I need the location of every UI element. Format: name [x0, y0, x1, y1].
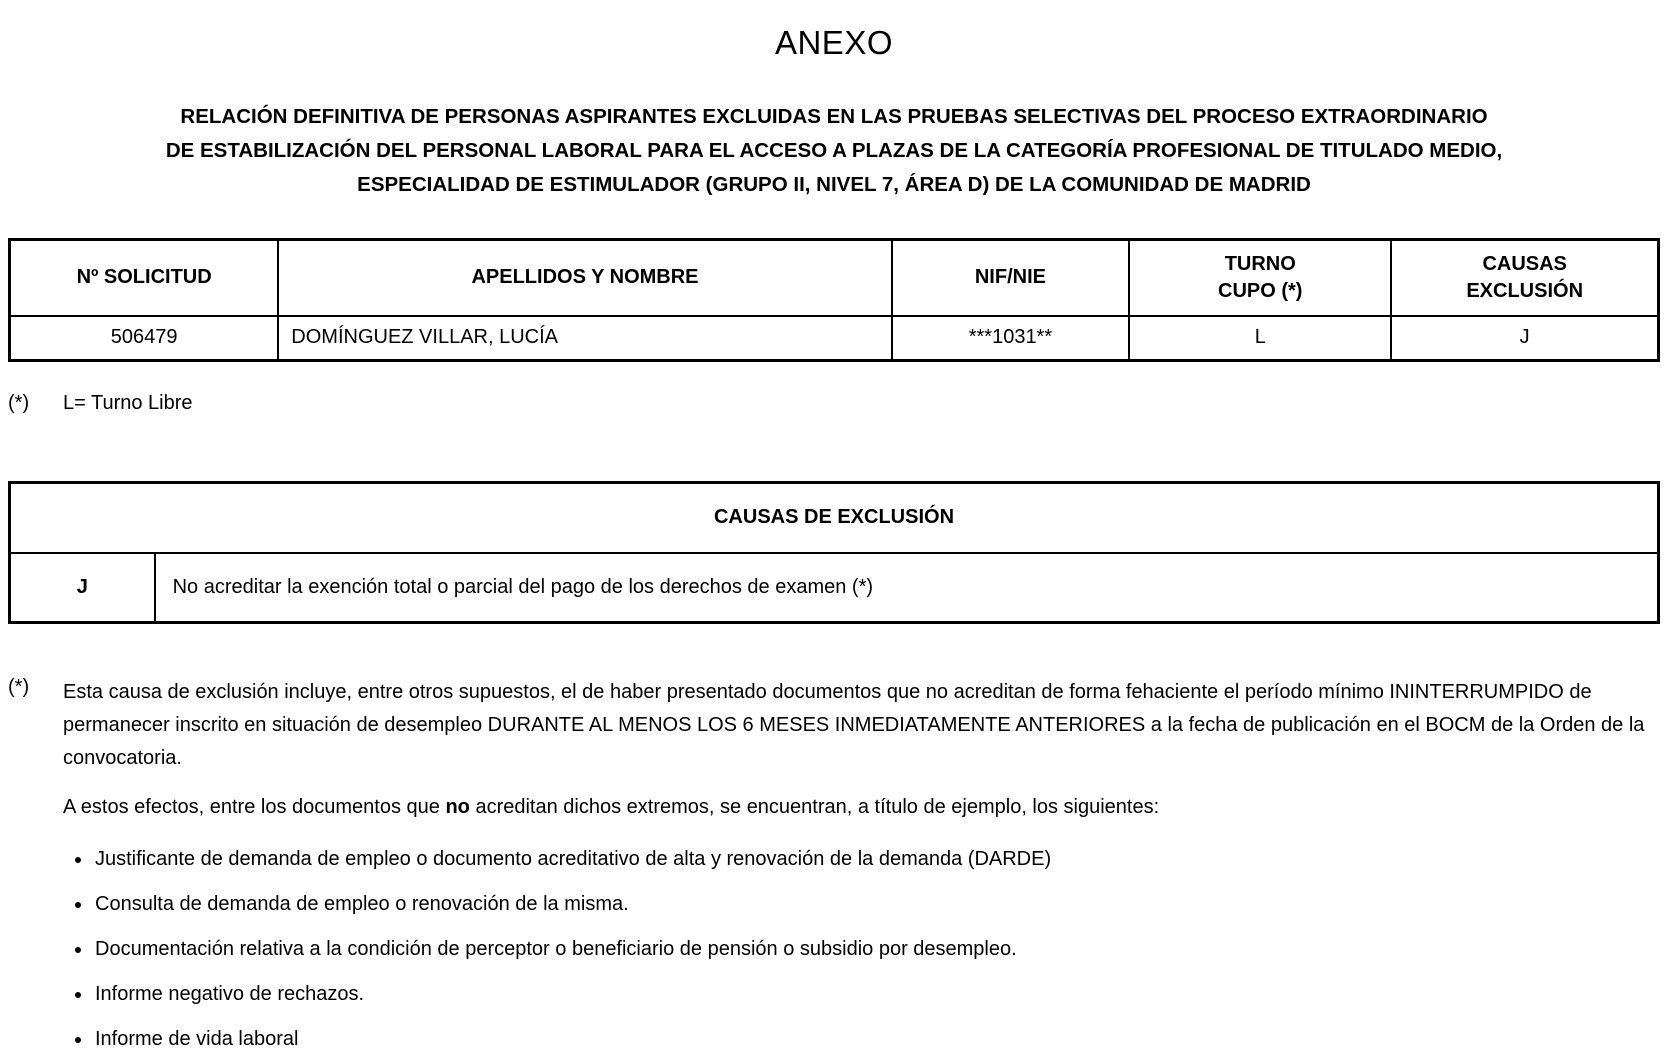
turno-note-marker: (*) — [8, 392, 30, 414]
page-title: ANEXO — [774, 24, 894, 61]
footnote-marker: (*) — [8, 676, 30, 698]
cause-description: No acreditar la exención total o parcial del pago de los derechos de examen (*) — [155, 553, 1659, 623]
turno-note — [8, 392, 1660, 415]
documents-intro — [63, 791, 1660, 824]
intro-suffix: acreditan dichos extremos, se encuentran, a título de ejemplo, los siguientes: — [469, 796, 1160, 818]
header-causas-line1: CAUSAS — [1482, 252, 1567, 275]
subtitle-line-3: ESPECIALIDAD DE ESTIMULADOR (GRUPO II, NIVEL 7, ÁREA D) DE LA COMUNIDAD DE MADRID — [357, 173, 1311, 196]
header-turno-line2: CUPO (*) — [1218, 279, 1303, 302]
intro-prefix: A estos efectos, entre los documentos que — [63, 796, 446, 818]
subtitle-line-1: RELACIÓN DEFINITIVA DE PERSONAS ASPIRANTES EXCLUIDAS EN LAS PRUEBAS SELECTIVAS DEL PROCESO EXTRAORDINARIO — [180, 105, 1488, 128]
list-item: • Informe negativo de rechazos. — [93, 983, 1660, 1006]
cell-solicitud: 506479 — [10, 316, 279, 361]
cell-nombre: DOMÍNGUEZ VILLAR, LUCÍA — [278, 316, 891, 361]
list-item: • Informe de vida laboral — [93, 1028, 1660, 1051]
intro-bold-no: no — [445, 796, 470, 818]
header-nombre: APELLIDOS Y NOMBRE — [278, 240, 891, 316]
cause-code: J — [10, 553, 155, 623]
cell-nif: ***1031** — [892, 316, 1129, 361]
document-subtitle — [14, 100, 1654, 202]
exclusion-causes-table — [8, 481, 1660, 624]
causes-table-title: CAUSAS DE EXCLUSIÓN — [10, 483, 1659, 553]
cell-causas: J — [1391, 316, 1658, 361]
footnote-paragraph: Esta causa de exclusión incluye, entre otros supuestos, el de haber presentado documentos que no acreditan de forma fehaciente el período mínimo ININTERRUMPIDO de permanecer inscrito en situación de desempleo DURANTE AL MENOS LOS 6 MESES INMEDIATAMENTE ANTERIORES a la fecha de publicación en el BOCM de la Orden de la convocatoria. — [63, 681, 1645, 769]
list-item: • Documentación relativa a la condición de perceptor o beneficiario de pensión o subsidio por desempleo. — [93, 938, 1660, 961]
list-item: • Consulta de demanda de empleo o renovación de la misma. — [93, 893, 1660, 916]
excluded-table-header-row — [10, 240, 1659, 316]
header-nif: NIF/NIE — [892, 240, 1129, 316]
header-solicitud: Nº SOLICITUD — [10, 240, 279, 316]
header-turno-line1: TURNO — [1224, 252, 1296, 275]
header-causas-exclusion — [1391, 240, 1658, 316]
cell-turno: L — [1129, 316, 1391, 361]
header-turno-cupo — [1129, 240, 1391, 316]
document-examples-list — [63, 848, 1660, 1051]
excluded-persons-table — [8, 238, 1660, 362]
table-row — [10, 316, 1659, 361]
causes-table-header-row — [10, 483, 1659, 553]
turno-note-text: L= Turno Libre — [63, 392, 193, 414]
header-causas-line2: EXCLUSIÓN — [1466, 279, 1584, 302]
subtitle-line-2: DE ESTABILIZACIÓN DEL PERSONAL LABORAL PARA EL ACCESO A PLAZAS DE LA CATEGORÍA PROFESIONAL DE TITULADO MEDIO, — [165, 139, 1503, 162]
causes-table-row — [10, 553, 1659, 623]
exclusion-footnote — [8, 676, 1660, 775]
list-item: • Justificante de demanda de empleo o documento acreditativo de alta y renovación de la demanda (DARDE) — [93, 848, 1660, 871]
